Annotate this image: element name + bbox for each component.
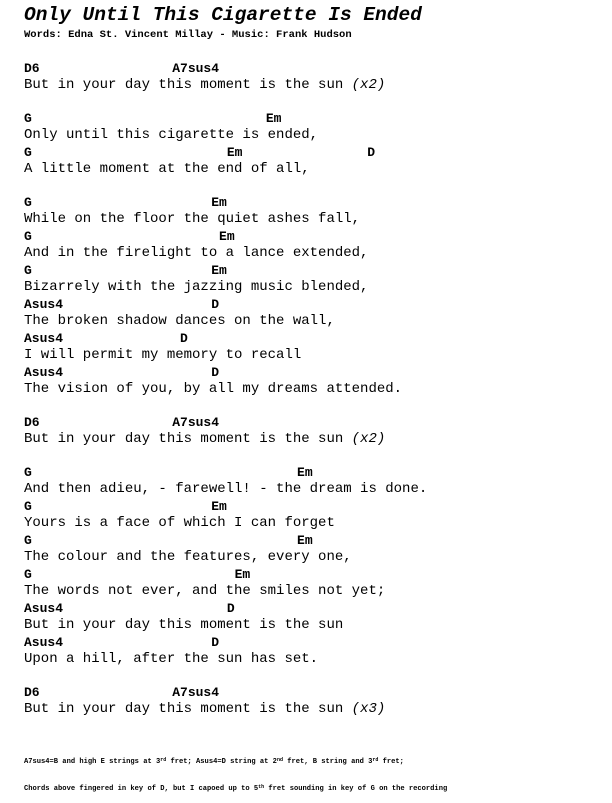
footnote-line-1: [24, 758, 604, 767]
chord-line: [24, 684, 604, 701]
lyric-line: [24, 347, 604, 364]
chord-text: Asus4 D: [24, 365, 220, 380]
chord-text: G Em: [24, 263, 227, 278]
chord-text: G Em: [24, 111, 282, 126]
chord-line: [24, 464, 604, 481]
lyric-line: [24, 701, 604, 718]
chord-line: [24, 566, 604, 583]
lyric-line: [24, 127, 604, 144]
footnote-text: A7sus4=B and high E strings at 3: [24, 758, 161, 766]
lyric-line: [24, 211, 604, 228]
chord-text: G Em: [24, 567, 251, 582]
chord-text: G Em: [24, 229, 235, 244]
chord-line: [24, 296, 604, 313]
chord-line: [24, 634, 604, 651]
stanza-gap: [24, 178, 604, 194]
lyric-line: [24, 161, 604, 178]
lyric-text: Upon a hill, after the sun has set.: [24, 651, 319, 667]
lyric-line: [24, 549, 604, 566]
chord-text: D6 A7sus4: [24, 685, 220, 700]
lyric-text: The broken shadow dances on the wall,: [24, 313, 335, 329]
stanza-gap: [24, 448, 604, 464]
song-sheet: [24, 60, 604, 718]
lyric-text: But in your day this moment is the sun: [24, 77, 352, 93]
chord-line: [24, 228, 604, 245]
repeat-marker: (x2): [351, 77, 386, 93]
chord-line: [24, 262, 604, 279]
ordinal-suffix: th: [258, 784, 265, 790]
lyric-text: But in your day this moment is the sun: [24, 617, 344, 633]
stanza-gap: [24, 398, 604, 414]
lyric-text: Bizarrely with the jazzing music blended,: [24, 279, 369, 295]
footnote-text: fret sounding in key of G on the recording: [264, 785, 448, 793]
lyric-text: I will permit my memory to recall: [24, 347, 302, 363]
chord-line: [24, 110, 604, 127]
chord-text: Asus4 D: [24, 635, 220, 650]
chord-text: G Em: [24, 533, 313, 548]
chord-text: G Em: [24, 499, 227, 514]
footnote-text: Chords above fingered in key of D, but I capoed up to 5: [24, 785, 259, 793]
chord-text: G Em: [24, 465, 313, 480]
lyric-text: The vision of you, by all my dreams attended.: [24, 381, 403, 397]
chord-text: Asus4 D: [24, 297, 220, 312]
ordinal-suffix: rd: [372, 757, 379, 763]
chord-line: [24, 600, 604, 617]
song-title: Only Until This Cigarette Is Ended: [24, 4, 422, 26]
lyric-line: [24, 651, 604, 668]
ordinal-suffix: nd: [276, 757, 283, 763]
ordinal-suffix: rd: [160, 757, 167, 763]
chord-text: Asus4 D: [24, 601, 235, 616]
footnote: [24, 740, 604, 803]
lyric-line: [24, 431, 604, 448]
lyric-line: [24, 313, 604, 330]
stanza-gap: [24, 94, 604, 110]
chord-line: [24, 532, 604, 549]
lyric-text: And in the firelight to a lance extended,: [24, 245, 369, 261]
lyric-line: [24, 381, 604, 398]
chord-line: [24, 330, 604, 347]
repeat-marker: (x3): [351, 701, 386, 717]
chord-text: Asus4 D: [24, 331, 188, 346]
lyric-line: [24, 279, 604, 296]
chord-line: [24, 144, 604, 161]
footnote-line-2: [24, 785, 604, 794]
lyric-line: [24, 583, 604, 600]
lyric-text: While on the floor the quiet ashes fall,: [24, 211, 361, 227]
lyric-line: [24, 245, 604, 262]
chord-line: [24, 414, 604, 431]
chord-line: [24, 194, 604, 211]
lyric-text: But in your day this moment is the sun: [24, 431, 352, 447]
footnote-text: fret, B string and 3: [282, 758, 373, 766]
stanza-gap: [24, 668, 604, 684]
chord-line: [24, 498, 604, 515]
chord-text: D6 A7sus4: [24, 415, 220, 430]
chord-text: D6 A7sus4: [24, 61, 220, 76]
lyric-line: [24, 77, 604, 94]
lyric-line: [24, 481, 604, 498]
chord-line: [24, 364, 604, 381]
chord-text: G Em: [24, 195, 227, 210]
repeat-marker: (x2): [351, 431, 386, 447]
lyric-line: [24, 617, 604, 634]
lyric-text: The words not ever, and the smiles not yet;: [24, 583, 386, 599]
lyric-text: And then adieu, - farewell! - the dream is done.: [24, 481, 428, 497]
lyric-text: The colour and the features, every one,: [24, 549, 352, 565]
lyric-line: [24, 515, 604, 532]
song-credits: Words: Edna St. Vincent Millay - Music: Frank Hudson: [24, 29, 352, 41]
footnote-text: fret; Asus4=D string at 2: [166, 758, 277, 766]
chord-line: [24, 60, 604, 77]
lyric-text: Yours is a face of which I can forget: [24, 515, 335, 531]
lyric-text: But in your day this moment is the sun: [24, 701, 352, 717]
lyric-text: Only until this cigarette is ended,: [24, 127, 319, 143]
footnote-text: fret;: [378, 758, 404, 766]
chord-text: G Em D: [24, 145, 376, 160]
lyric-text: A little moment at the end of all,: [24, 161, 310, 177]
